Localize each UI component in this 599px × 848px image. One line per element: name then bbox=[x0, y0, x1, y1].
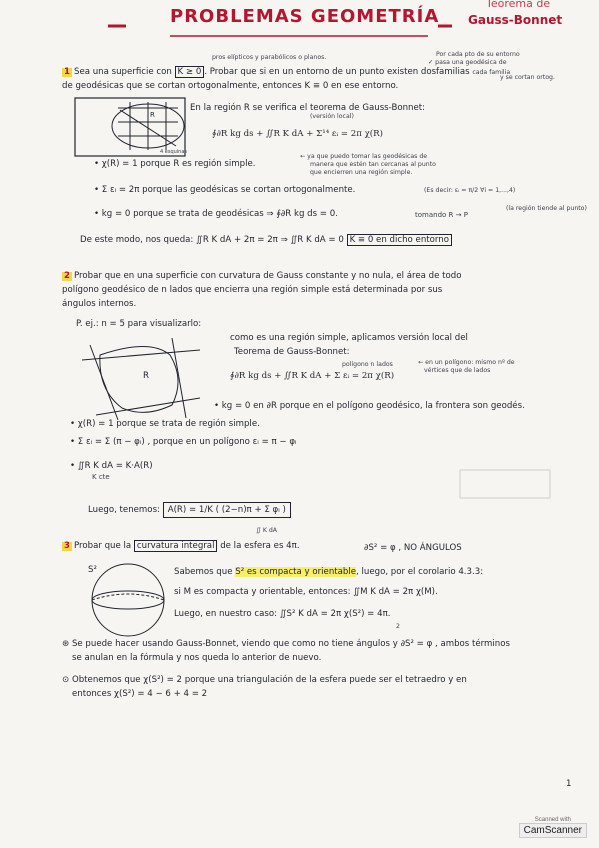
p3-no-angles-note: ∂S² = φ , NO ÁNGULOS bbox=[364, 543, 462, 553]
p1-note-top: pros elípticos y parabólicos o planos. bbox=[212, 54, 327, 61]
figure-sphere bbox=[92, 564, 164, 636]
p2-bullet-euler: • χ(R) = 1 porque se trata de región simple. bbox=[70, 419, 260, 429]
p1-gb-version: (versión local) bbox=[310, 113, 354, 120]
p2-statement-line2: polígono geodésico de n lados que encierra una región simple está determinada por sus bbox=[62, 285, 443, 295]
p1-statement-line2: de geodésicas que se cortan ortogonalmente, entonces K ≡ 0 en ese entorno. bbox=[62, 81, 399, 91]
problem-number-1: 1 bbox=[64, 67, 70, 77]
p2-fig-label: R bbox=[143, 371, 149, 381]
p1-bullet-geodesic: • kg = 0 porque se trata de geodésicas ⇒ ∮∂R kg ds = 0. bbox=[94, 209, 338, 219]
p2-formula-note1: polígono n lados bbox=[342, 361, 393, 368]
p1-statement-families: familias cada familia bbox=[436, 67, 511, 77]
title-side-1: Teorema de bbox=[486, 0, 551, 10]
p3-statement: 3 Probar que la curvatura integral de la esfera es 4π. bbox=[64, 541, 300, 551]
p1-note-right4: y se cortan ortog. bbox=[500, 74, 555, 81]
p1-note-right1: Por cada pto de su entorno bbox=[436, 51, 520, 58]
p2-local-intro: como es una región simple, aplicamos versión local del bbox=[230, 333, 468, 343]
p2-bullet-integral: • ∬R K dA = K·A(R) bbox=[70, 461, 153, 471]
problem-number-3: 3 bbox=[64, 541, 70, 551]
p1-condition-box: K ≥ 0 bbox=[175, 66, 205, 78]
problem-number-2: 2 bbox=[64, 271, 70, 281]
p1-fig-caption: 4 esquinas bbox=[160, 149, 188, 155]
p3-fig-label: S² bbox=[88, 565, 97, 575]
p3-integral-curvature-box: curvatura integral bbox=[134, 540, 218, 552]
p2-result-box: A(R) = 1/K ( (2−n)π + Σ φᵢ ) bbox=[163, 502, 291, 518]
note-bullet-icon: ⊛ bbox=[62, 639, 70, 649]
p2-formula-note3: vértices que de lados bbox=[424, 367, 491, 374]
p2-statement-line1: 2 Probar que en una superficie con curvatura de Gauss constante y no nula, el área de todo bbox=[64, 271, 462, 281]
p1-bullet-euler: • χ(R) = 1 porque R es región simple. bbox=[94, 159, 256, 169]
page-title: PROBLEMAS GEOMETRÍA bbox=[170, 6, 440, 27]
p3-line2: si M es compacta y orientable, entonces: ∬M K dA = 2π χ(M). bbox=[174, 587, 438, 597]
p1-bullet-euler-note1: ← ya que puedo tomar las geodésicas de bbox=[300, 153, 428, 160]
p3-line1: Sabemos que S² es compacta y orientable, luego, por el corolario 4.3.3: bbox=[174, 567, 484, 577]
p1-result-box: K ≡ 0 en dicho entorno bbox=[347, 234, 452, 246]
camscanner-watermark: Scanned with CamScanner bbox=[519, 817, 587, 838]
p2-statement-line3: ángulos internos. bbox=[62, 299, 137, 309]
p2-bullet-kg: • kg = 0 en ∂R porque en el polígono geodésico, la frontera son geodés. bbox=[214, 401, 525, 411]
p1-bullet-euler-note2: manera que estén tan cercanas al punto bbox=[310, 161, 436, 168]
p1-limit-note: tomando R → P bbox=[415, 211, 468, 219]
p1-gb-formula: ∮∂R kg ds + ∬R K dA + Σ¹⁴ εᵢ = 2π χ(R) bbox=[212, 129, 383, 139]
p1-gb-intro: En la región R se verifica el teorema de Gauss-Bonnet: bbox=[190, 103, 426, 113]
p1-conclusion: De este modo, nos queda: ∬R K dA + 2π = 2π ⇒ ∬R K dA = 0 K ≡ 0 en dicho entorno bbox=[80, 236, 452, 245]
p3-note-gb-line2: se anulan en la fórmula y nos queda lo anterior de nuevo. bbox=[72, 653, 322, 663]
faint-bleed-box bbox=[460, 470, 550, 498]
figure-geodesic-polygon bbox=[82, 338, 200, 420]
p1-limit-note2: (la región tiende al punto) bbox=[506, 205, 587, 212]
figure-region-square bbox=[75, 98, 188, 156]
p3-integral-note: ∬ K dA bbox=[256, 527, 278, 534]
p2-theorem-name: Teorema de Gauss-Bonnet: bbox=[234, 347, 350, 357]
p2-bullet-angles: • Σ εᵢ = Σ (π − φᵢ) , porque en un polígono εᵢ = π − φᵢ bbox=[70, 437, 297, 447]
title-side-2: Gauss-Bonnet bbox=[468, 13, 563, 27]
p2-formula: ∮∂R kg ds + ∬R K dA + Σ εᵢ = 2π χ(R) bbox=[230, 371, 395, 381]
page-number: 1 bbox=[566, 779, 572, 789]
p3-note-gb-line1: ⊛ Se puede hacer usando Gauss-Bonnet, viendo que como no tiene ángulos y ∂S² = φ , ambos términos bbox=[62, 639, 510, 649]
p1-fig-label: R bbox=[150, 111, 155, 119]
note-bullet-icon: ⊙ bbox=[62, 675, 70, 685]
p3-line3-note: 2 bbox=[396, 623, 400, 630]
p1-statement-line1: 1 Sea una superficie con K ≥ 0 . Probar que si en un entorno de un punto existen dos bbox=[64, 67, 437, 77]
p1-note-right2: ✓ pasa una geodésica de bbox=[428, 59, 507, 66]
p2-constant-note: K cte bbox=[92, 473, 110, 481]
camscanner-logo: CamScanner bbox=[519, 823, 587, 838]
p3-note-euler-line1: ⊙ Obtenemos que χ(S²) = 2 porque una triangulación de la esfera puede ser el tetraedro y en bbox=[62, 675, 467, 685]
p1-bullet-angles: • Σ εᵢ = 2π porque las geodésicas se cortan ortogonalmente. bbox=[94, 185, 356, 195]
p2-example: P. ej.: n = 5 para visualizarlo: bbox=[76, 319, 202, 329]
p2-formula-note2: ← en un polígono: mismo nº de bbox=[418, 359, 515, 366]
p3-highlight: S² es compacta y orientable bbox=[235, 567, 357, 577]
p1-bullet-angles-note: (Es decir: εᵢ = π/2 ∀i = 1,...,4) bbox=[424, 187, 516, 194]
p3-line3: Luego, en nuestro caso: ∬S² K dA = 2π χ(S²) = 4π. bbox=[174, 609, 391, 619]
p1-bullet-euler-note3: que encierren una región simple. bbox=[310, 169, 413, 176]
p3-note-euler-line2: entonces χ(S²) = 4 − 6 + 4 = 2 bbox=[72, 689, 208, 699]
p2-conclusion: Luego, tenemos: A(R) = 1/K ( (2−n)π + Σ φᵢ ) bbox=[88, 506, 291, 515]
